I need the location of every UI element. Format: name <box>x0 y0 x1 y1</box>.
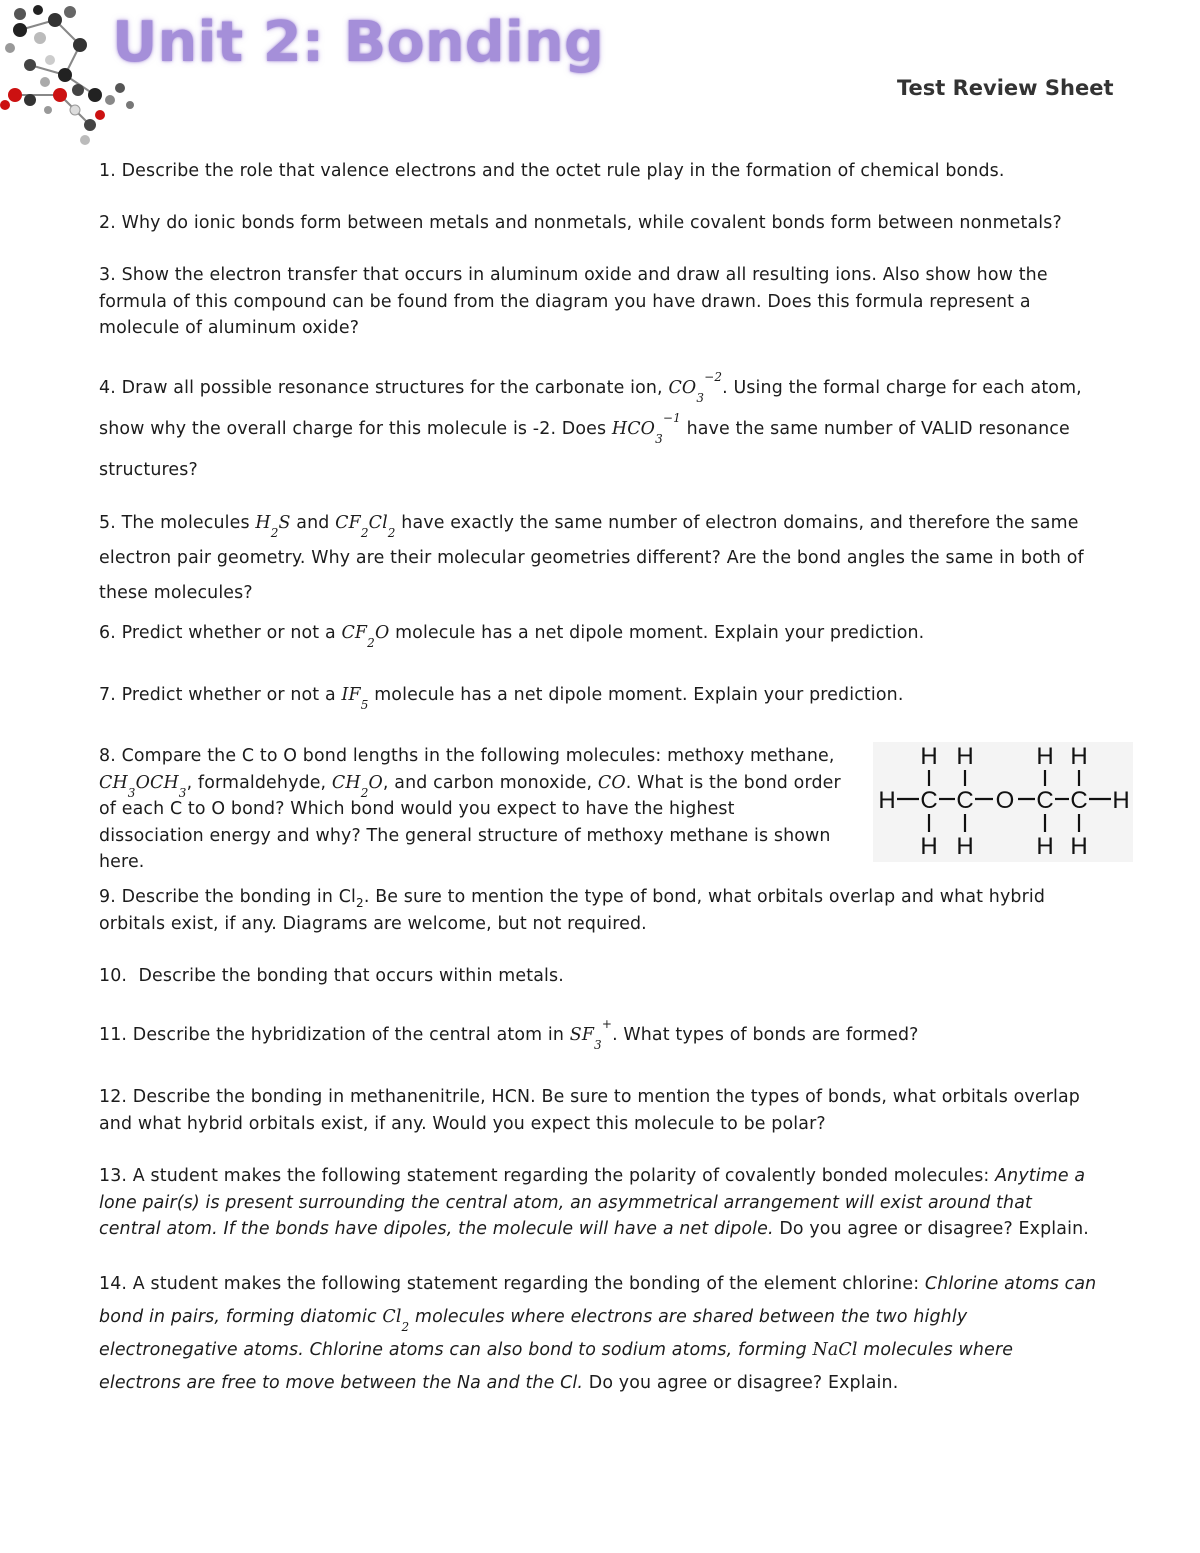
formula-subscript: 5 <box>360 698 369 712</box>
formula-part: CH <box>331 772 361 793</box>
question-number: 10. <box>99 966 128 986</box>
bicarbonate-formula <box>611 411 681 446</box>
if5-formula <box>341 685 369 712</box>
carbon-monoxide-formula: CO <box>597 772 626 793</box>
h-atom: H <box>1070 833 1088 860</box>
question-text: Do you agree or disagree? Explain. <box>588 1373 899 1393</box>
question-text: have the same number of VALID resonance structures? <box>99 419 1070 480</box>
formula-subscript: 2 <box>270 526 279 540</box>
question-number: 12. <box>99 1087 128 1107</box>
question-14 <box>99 1268 1099 1400</box>
o-atom: O <box>995 787 1015 814</box>
question-4 <box>99 368 1089 491</box>
student-statement: Anytime a lone pair(s) is present surrounding the central atom, an asymmetrical arrangement will exist around that central atom. If the bonds have dipoles, the molecule will have a net dipole. <box>99 1166 1086 1239</box>
question-text: Compare the C to O bond lengths in the following molecules: methoxy methane, <box>121 746 835 766</box>
question-number: 1. <box>99 161 116 181</box>
formula-part: H <box>255 513 271 533</box>
formula-charge: −1 <box>662 411 681 425</box>
c-atom: C <box>956 787 974 814</box>
formula-subscript: 2 <box>401 1320 410 1334</box>
formula-part: CF <box>341 623 368 643</box>
question-text: and <box>296 513 330 533</box>
question-number: 7. <box>99 685 116 705</box>
question-text: Describe the role that valence electrons and the octet rule play in the formation of chemical bonds. <box>121 161 1005 181</box>
question-number: 2. <box>99 213 116 233</box>
formula-subscript: 2 <box>387 526 396 540</box>
c-atom: C <box>920 787 938 814</box>
question-number: 3. <box>99 265 116 285</box>
h-atom: H <box>1070 743 1088 770</box>
question-text: . Using the formal charge for each atom, show why the overall charge for this molecule is -2. Does <box>99 378 1082 439</box>
question-text: . What types of bonds are formed? <box>612 1025 919 1045</box>
methoxy-methane-structure <box>873 742 1133 862</box>
question-11 <box>99 1017 1099 1052</box>
page-subtitle: Test Review Sheet <box>897 76 1114 100</box>
formula-subscript: 2 <box>356 896 364 910</box>
question-number: 4. <box>99 378 116 398</box>
formula-subscript: 3 <box>696 391 705 405</box>
question-13 <box>99 1163 1089 1243</box>
question-text: Draw all possible resonance structures for the carbonate ion, <box>121 378 663 398</box>
student-statement: Chlorine atoms can bond in pairs, forming diatomic <box>99 1274 1097 1327</box>
formula-part: O <box>368 772 383 793</box>
h-atom: H <box>878 787 896 814</box>
question-2 <box>99 210 1099 237</box>
h-atom: H <box>956 743 974 770</box>
c-atom: C <box>1070 787 1088 814</box>
question-text: Show the electron transfer that occurs in aluminum oxide and draw all resulting ions. Also show how the formula of this compound can be found from the diagram you have drawn. Does this formula represent a molecule of aluminum oxide? <box>99 265 1048 338</box>
question-text: molecule has a net dipole moment. Explain your prediction. <box>374 685 904 705</box>
question-text: , and carbon monoxide, <box>382 772 593 793</box>
formula-subscript: 3 <box>655 432 663 446</box>
h-atom: H <box>1112 787 1130 814</box>
formula-part: SF <box>569 1025 595 1045</box>
page-title: Unit 2: Bonding <box>112 10 604 75</box>
question-10 <box>99 963 1099 990</box>
question-number: 13. <box>99 1166 128 1186</box>
formula-subscript: 2 <box>360 526 369 540</box>
student-statement: molecules where electrons are shared between the two highly electronegative atoms. Chlorine atoms can also bond to sodium atoms, forming <box>99 1307 968 1360</box>
formula-subscript: 2 <box>360 785 369 800</box>
h-atom: H <box>920 833 938 860</box>
formula-part: HCO <box>611 419 656 439</box>
formula-part: Cl <box>382 1307 402 1327</box>
formula-subscript: 2 <box>367 636 375 650</box>
question-number: 8. <box>99 746 116 766</box>
formula-charge: + <box>601 1017 613 1031</box>
cl2-formula <box>382 1307 410 1334</box>
nacl-formula: NaCl <box>812 1340 858 1360</box>
question-text: The molecules <box>121 513 250 533</box>
question-text: Describe the bonding in Cl <box>121 887 357 907</box>
question-text: , formaldehyde, <box>186 772 327 793</box>
h-atom: H <box>1036 833 1054 860</box>
question-text: . What is the bond order of each C to O bond? Which bond would you expect to have the highest dissociation energy and why? The general structure of methoxy methane is shown here. <box>99 772 841 872</box>
question-5 <box>99 506 1089 611</box>
formula-part: OCH <box>135 772 179 793</box>
question-number: 11. <box>99 1025 128 1045</box>
question-text: Do you agree or disagree? Explain. <box>779 1219 1089 1239</box>
formula-part: CF <box>335 513 361 533</box>
formula-part: O <box>374 623 390 643</box>
h-atom: H <box>956 833 974 860</box>
methoxy-methane-formula <box>99 772 187 800</box>
h-atom: H <box>1036 743 1054 770</box>
formaldehyde-formula <box>331 772 383 800</box>
question-text: A student makes the following statement regarding the bonding of the element chlorine: <box>132 1274 920 1294</box>
question-12 <box>99 1084 1089 1137</box>
formula-part: CO <box>668 378 697 398</box>
question-text: molecule has a net dipole moment. Explain your prediction. <box>395 623 925 643</box>
question-9 <box>99 884 1059 937</box>
formula-part: S <box>278 513 291 533</box>
question-text: have exactly the same number of electron domains, and therefore the same electron pair geometry. Why are their molecular geometries different? Are the bond angles the same in both of these molecules? <box>99 513 1084 603</box>
question-6 <box>99 620 1099 650</box>
question-number: 9. <box>99 887 116 907</box>
formula-part: IF <box>341 685 361 705</box>
h-atom: H <box>920 743 938 770</box>
formula-charge: −2 <box>704 370 723 384</box>
formula-subscript: 3 <box>178 785 187 800</box>
sf3-formula <box>569 1017 613 1052</box>
question-text: . Be sure to mention the type of bond, what orbitals overlap and what hybrid orbitals exist, if any. Diagrams are welcome, but not required. <box>99 887 1046 934</box>
question-number: 14. <box>99 1274 128 1294</box>
question-text: A student makes the following statement regarding the polarity of covalently bonded molecules: <box>132 1166 990 1186</box>
c-atom: C <box>1036 787 1054 814</box>
formula-part: CH <box>99 772 128 793</box>
h2s-formula <box>255 513 291 540</box>
student-statement: molecules where electrons are free to move between the Na and the Cl. <box>99 1340 1014 1393</box>
cf2cl2-formula <box>335 513 396 540</box>
question-text: Predict whether or not a <box>121 685 336 705</box>
formula-subscript: 3 <box>594 1038 602 1052</box>
question-text: Describe the bonding in methanenitrile, HCN. Be sure to mention the types of bonds, what orbitals overlap and what hybrid orbitals exist, if any. Would you expect this molecule to be polar? <box>99 1087 1080 1134</box>
question-text: Predict whether or not a <box>121 623 336 643</box>
question-1 <box>99 158 1099 185</box>
question-text: Describe the hybridization of the central atom in <box>132 1025 565 1045</box>
formula-subscript: 3 <box>127 785 136 800</box>
formula-part: Cl <box>368 513 388 533</box>
question-7 <box>99 682 1099 712</box>
question-text: Describe the bonding that occurs within metals. <box>138 966 564 986</box>
question-number: 6. <box>99 623 116 643</box>
question-text: Why do ionic bonds form between metals and nonmetals, while covalent bonds form between nonmetals? <box>121 213 1062 233</box>
carbonate-formula <box>668 370 723 405</box>
question-3 <box>99 262 1059 342</box>
cf2o-formula <box>341 623 390 650</box>
question-8 <box>99 743 844 876</box>
question-number: 5. <box>99 513 116 533</box>
